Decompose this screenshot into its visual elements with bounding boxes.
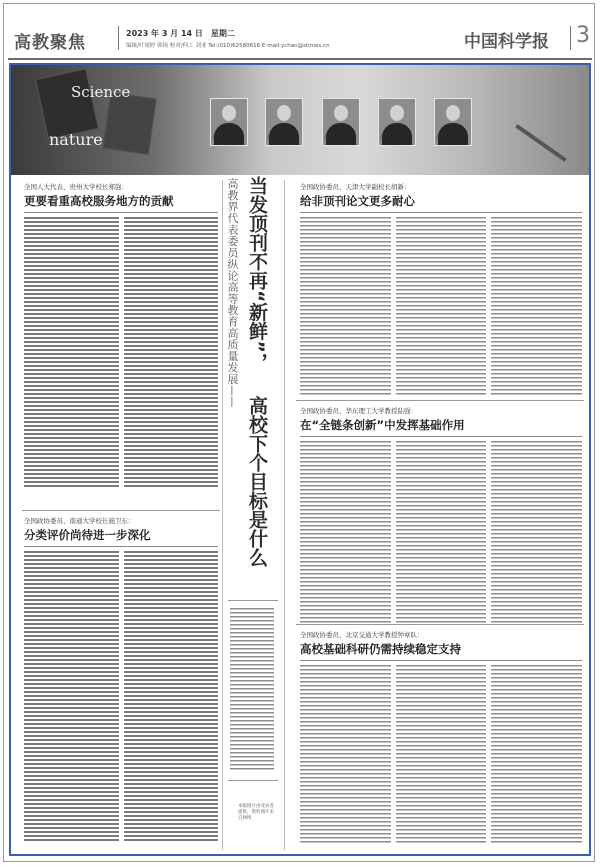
main-headline-line1: 当发顶刊不再“新鲜”，: [246, 176, 268, 372]
section-divider: [296, 624, 584, 625]
article-kicker: 全国政协委员、南通大学校长施卫东：: [24, 517, 135, 525]
main-headline-line2: 高校下个目标是什么: [246, 396, 268, 567]
editor-contact: 编辑/叶雨婷 韩扬 校对/何工 刘亚 Tel:(010)62580616 E-mail:ychan@stimes.cn: [126, 43, 330, 49]
text-column: [396, 217, 487, 395]
masthead-rule: [8, 58, 592, 60]
newspaper-logo: 中国科学报: [464, 32, 549, 52]
photo-credit: 本版图片由受访者提供，资料图片来自网络: [238, 804, 274, 821]
text-column: [491, 441, 582, 623]
section-divider: [296, 400, 584, 401]
section-title: 高教聚焦: [14, 33, 86, 53]
article-headline: 给非顶刊论文更多耐心: [300, 193, 582, 213]
column-rule: [284, 180, 285, 850]
article-headline: 在“全链条创新”中发挥基础作用: [300, 417, 582, 437]
article-card: [300, 630, 582, 843]
article-card: [300, 182, 582, 395]
text-column: [24, 217, 119, 487]
page-number: 3: [576, 23, 590, 48]
portrait-caption: 代表: [212, 135, 223, 141]
pen-graphic: [515, 124, 566, 162]
article-card: [24, 516, 218, 841]
editor-note: [230, 608, 274, 772]
column-rule: [222, 180, 223, 850]
article-kicker: 全国政协委员、北京交通大学教授钟章队：: [300, 631, 424, 639]
section-divider: [228, 780, 278, 781]
masthead-divider: [118, 26, 119, 50]
portrait-caption: 委员: [267, 135, 278, 141]
article-body: [300, 441, 582, 623]
text-column: [124, 217, 219, 487]
journal-cover: [35, 68, 99, 139]
article-kicker: 全国政协委员、天津大学副校长胡新：: [300, 183, 411, 191]
text-column: [300, 665, 391, 843]
section-divider: [22, 510, 220, 511]
portrait-caption: 委员: [380, 135, 391, 141]
article-body: [300, 217, 582, 395]
journal-cover: [102, 92, 156, 155]
article-body: [300, 665, 582, 843]
main-subtitle: 高教界代表委员纵论高等教育高质量发展——: [226, 178, 239, 408]
magazine-title: Science: [71, 83, 131, 101]
article-headline: 高校基础科研仍需持续稳定支持: [300, 641, 582, 661]
text-column: [396, 665, 487, 843]
magazine-title: nature: [49, 130, 103, 149]
section-divider: [228, 600, 278, 601]
article-headline: 分类评价尚待进一步深化: [24, 527, 218, 547]
article-card: [24, 182, 218, 487]
masthead-divider-right: [570, 26, 571, 50]
text-column: [24, 551, 119, 841]
issue-date: 2023 年 3 月 14 日 星期二: [126, 29, 235, 38]
masthead: [8, 22, 592, 56]
article-headline: 更要看重高校服务地方的贡献: [24, 193, 218, 213]
portrait-caption: 委员: [324, 135, 335, 141]
text-column: [230, 608, 274, 772]
article-body: [24, 551, 218, 841]
text-column: [300, 217, 391, 395]
article-body: [24, 217, 218, 487]
article-kicker: 全国政协委员、华东理工大学教授陆强：: [300, 407, 417, 415]
article-card: [300, 406, 582, 623]
text-column: [300, 441, 391, 623]
portrait-caption: 委员: [436, 135, 447, 141]
text-column: [491, 217, 582, 395]
text-column: [124, 551, 219, 841]
text-column: [396, 441, 487, 623]
article-kicker: 全国人大代表、贵州大学校长郑强：: [24, 183, 128, 191]
text-column: [491, 665, 582, 843]
